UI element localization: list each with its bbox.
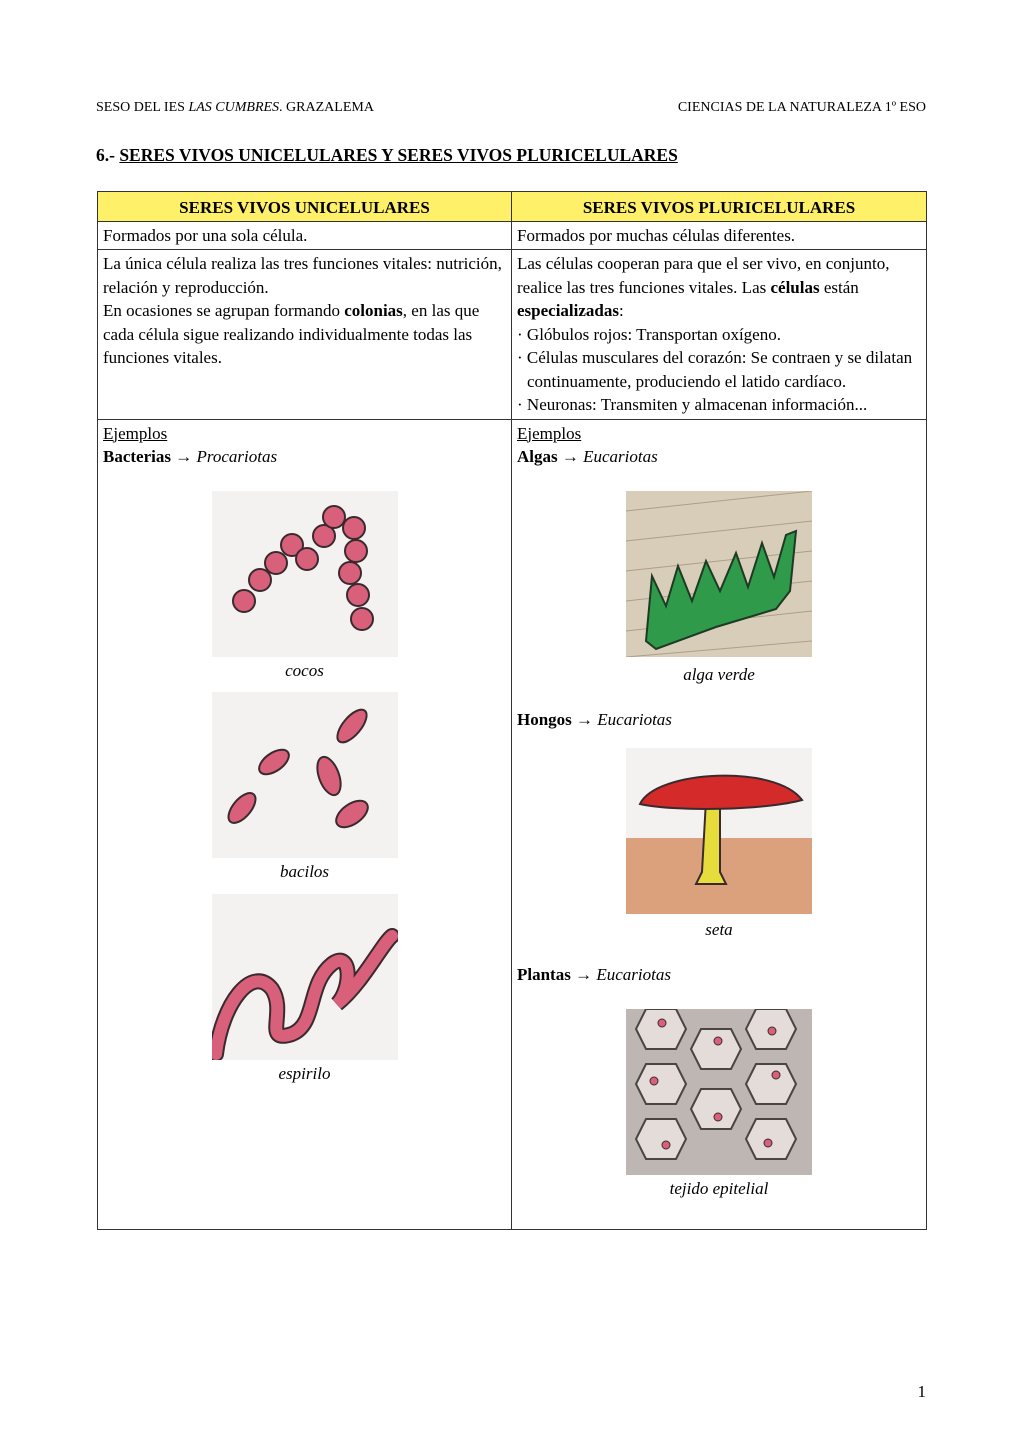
algae-caption: alga verde — [683, 664, 755, 684]
bullet-item: · Células musculares del corazón: Se contraen y se dilatan continuamente, produciendo el latido cardíaco. — [517, 348, 913, 391]
page-header-right: CIENCIAS DE LA NATURALEZA 1º ESO — [677, 100, 926, 115]
fungi-group: Hongos → Eucariotas — [517, 710, 672, 729]
comparison-table — [97, 191, 927, 1230]
mushroom-drawing — [626, 748, 812, 914]
mushroom-figure — [517, 748, 921, 942]
bullet-item: · Neuronas: Transmiten y almacenan información... — [517, 395, 868, 414]
page-header-left: SESO DEL IES LAS CUMBRES. GRAZALEMA — [96, 100, 374, 115]
table-row — [98, 250, 927, 420]
table-row — [98, 221, 927, 250]
spirillum-caption: espirilo — [278, 1063, 331, 1083]
examples-label: Ejemplos — [517, 423, 582, 443]
mushroom-caption: seta — [705, 919, 733, 939]
table-header-row — [98, 192, 927, 222]
cocci-caption: cocos — [285, 660, 324, 680]
bacteria-group: Bacterias → Procariotas — [103, 447, 278, 466]
algae-group: Algas → Eucariotas — [517, 447, 658, 466]
epithelium-drawing — [626, 1009, 812, 1175]
epithelium-figure — [517, 1009, 921, 1201]
epithelium-caption: tejido epitelial — [669, 1178, 769, 1198]
row2-col1 — [98, 250, 512, 420]
spirillum-drawing — [212, 894, 398, 1060]
cocci-figure — [103, 491, 506, 683]
algae-drawing — [626, 491, 812, 657]
algae-figure — [517, 491, 921, 687]
row3-col2 — [512, 419, 927, 1229]
bacilli-figure — [103, 692, 506, 884]
unicellular-description: La única célula realiza las tres funciones vitales: nutrición, relación y reproducción. — [103, 254, 502, 297]
spirillum-figure — [103, 894, 506, 1086]
row1-col1: Formados por una sola célula. — [98, 221, 512, 250]
row3-col1 — [98, 419, 512, 1229]
bacilli-caption: bacilos — [279, 862, 330, 881]
page-number: 1 — [917, 1382, 926, 1401]
cocci-drawing — [212, 491, 398, 657]
bacilli-drawing — [212, 692, 398, 858]
col2-header: SERES VIVOS PLURICELULARES — [512, 192, 927, 222]
section-title: 6.- SERES VIVOS UNICELULARES Y SERES VIVOS PLURICELULARES — [96, 145, 678, 165]
multicellular-description: Las células cooperan para que el ser vivo, en conjunto, realice las tres funciones vitales. Las células están especializadas: — [517, 254, 890, 320]
row2-col2 — [512, 250, 927, 420]
plants-group: Plantas → Eucariotas — [517, 965, 671, 984]
col1-header: SERES VIVOS UNICELULARES — [98, 192, 512, 222]
row1-col2: Formados por muchas células diferentes. — [512, 221, 927, 250]
examples-label: Ejemplos — [103, 423, 168, 443]
colonies-description: En ocasiones se agrupan formando colonias, en las que cada célula sigue realizando individualmente todas las funciones vitales. — [103, 301, 480, 367]
table-row — [98, 419, 927, 1229]
bullet-item: · Glóbulos rojos: Transportan oxígeno. — [517, 324, 781, 344]
